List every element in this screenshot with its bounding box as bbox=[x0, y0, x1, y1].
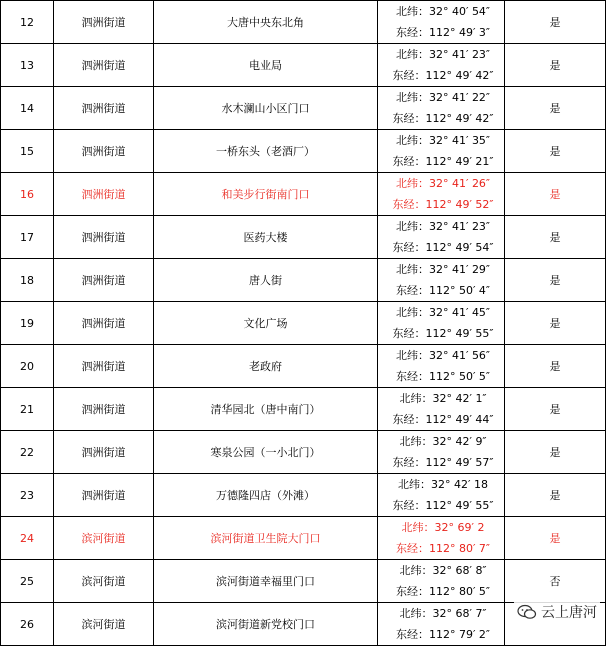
latitude-text: 北纬：32° 68′ 8″ bbox=[399, 564, 487, 577]
coordinate-cell bbox=[378, 130, 505, 173]
coordinate-cell bbox=[378, 474, 505, 517]
longitude-text: 东经：112° 49′ 52″ bbox=[392, 198, 494, 211]
coordinate-cell bbox=[378, 517, 505, 560]
street-cell: 泗洲街道 bbox=[54, 259, 154, 302]
longitude-text: 东经：112° 49′ 42″ bbox=[392, 69, 494, 82]
coordinate-cell bbox=[378, 259, 505, 302]
place-cell: 医药大楼 bbox=[154, 216, 378, 259]
row-number: 16 bbox=[1, 173, 54, 216]
table-row bbox=[1, 560, 606, 603]
status-cell: 是 bbox=[505, 388, 606, 431]
coordinate-cell bbox=[378, 603, 505, 646]
longitude-text: 东经：112° 49′ 54″ bbox=[392, 241, 494, 254]
place-cell: 一桥东头（老酒厂） bbox=[154, 130, 378, 173]
street-cell: 泗洲街道 bbox=[54, 302, 154, 345]
status-cell: 是 bbox=[505, 44, 606, 87]
status-cell: 是 bbox=[505, 173, 606, 216]
status-cell: 是 bbox=[505, 259, 606, 302]
street-cell: 泗洲街道 bbox=[54, 345, 154, 388]
status-cell: 是 bbox=[505, 87, 606, 130]
latitude-text: 北纬：32° 41′ 29″ bbox=[395, 263, 491, 276]
latitude-text: 北纬：32° 41′ 22″ bbox=[395, 91, 491, 104]
longitude-text: 东经：112° 49′ 42″ bbox=[392, 112, 494, 125]
place-cell: 和美步行街南门口 bbox=[154, 173, 378, 216]
longitude-text: 东经：112° 49′ 44″ bbox=[392, 413, 494, 426]
street-cell: 泗洲街道 bbox=[54, 216, 154, 259]
coordinate-cell bbox=[378, 345, 505, 388]
place-cell: 文化广场 bbox=[154, 302, 378, 345]
wechat-icon bbox=[517, 604, 537, 620]
street-cell: 滨河街道 bbox=[54, 517, 154, 560]
row-number: 20 bbox=[1, 345, 54, 388]
latitude-text: 北纬：32° 41′ 26″ bbox=[395, 177, 491, 190]
street-cell: 泗洲街道 bbox=[54, 44, 154, 87]
table-row bbox=[1, 216, 606, 259]
table-row bbox=[1, 87, 606, 130]
status-cell: 是 bbox=[505, 345, 606, 388]
place-cell: 滨河街道新党校门口 bbox=[154, 603, 378, 646]
table-row bbox=[1, 259, 606, 302]
row-number: 19 bbox=[1, 302, 54, 345]
street-cell: 泗洲街道 bbox=[54, 388, 154, 431]
coordinate-cell bbox=[378, 1, 505, 44]
row-number: 17 bbox=[1, 216, 54, 259]
coordinate-cell bbox=[378, 388, 505, 431]
longitude-text: 东经：112° 80′ 7″ bbox=[395, 542, 491, 555]
table-row bbox=[1, 345, 606, 388]
longitude-text: 东经：112° 49′ 57″ bbox=[392, 456, 494, 469]
table-row bbox=[1, 130, 606, 173]
coordinate-cell bbox=[378, 216, 505, 259]
table-row bbox=[1, 173, 606, 216]
longitude-text: 东经：112° 50′ 5″ bbox=[395, 370, 491, 383]
row-number: 12 bbox=[1, 1, 54, 44]
row-number: 14 bbox=[1, 87, 54, 130]
table-row bbox=[1, 474, 606, 517]
place-cell: 滨河街道卫生院大门口 bbox=[154, 517, 378, 560]
street-cell: 泗洲街道 bbox=[54, 474, 154, 517]
table-row bbox=[1, 431, 606, 474]
longitude-text: 东经：112° 49′ 55″ bbox=[392, 327, 494, 340]
status-cell: 是 bbox=[505, 302, 606, 345]
row-number: 18 bbox=[1, 259, 54, 302]
place-cell: 老政府 bbox=[154, 345, 378, 388]
status-cell: 是 bbox=[505, 517, 606, 560]
longitude-text: 东经：112° 49′ 21″ bbox=[392, 155, 494, 168]
latitude-text: 北纬：32° 42′ 9″ bbox=[399, 435, 487, 448]
longitude-text: 东经：112° 79′ 2″ bbox=[395, 628, 491, 641]
table-row bbox=[1, 388, 606, 431]
place-cell: 万德隆四店（外滩） bbox=[154, 474, 378, 517]
status-cell: 是 bbox=[505, 431, 606, 474]
row-number: 13 bbox=[1, 44, 54, 87]
latitude-text: 北纬：32° 41′ 23″ bbox=[395, 48, 491, 61]
latitude-text: 北纬：32° 42′ 1″ bbox=[399, 392, 487, 405]
latitude-text: 北纬：32° 41′ 35″ bbox=[395, 134, 491, 147]
row-number: 25 bbox=[1, 560, 54, 603]
coordinate-cell bbox=[378, 302, 505, 345]
street-cell: 滨河街道 bbox=[54, 603, 154, 646]
status-cell: 是 bbox=[505, 216, 606, 259]
latitude-text: 北纬：32° 68′ 7″ bbox=[399, 607, 487, 620]
street-cell: 泗洲街道 bbox=[54, 173, 154, 216]
coordinate-cell bbox=[378, 173, 505, 216]
status-cell: 是 bbox=[505, 1, 606, 44]
status-cell: 否 bbox=[505, 560, 606, 603]
latitude-text: 北纬：32° 41′ 56″ bbox=[395, 349, 491, 362]
coordinate-cell bbox=[378, 87, 505, 130]
table-row bbox=[1, 44, 606, 87]
place-cell: 大唐中央东北角 bbox=[154, 1, 378, 44]
street-cell: 泗洲街道 bbox=[54, 130, 154, 173]
row-number: 21 bbox=[1, 388, 54, 431]
row-number: 22 bbox=[1, 431, 54, 474]
place-cell: 滨河街道幸福里门口 bbox=[154, 560, 378, 603]
longitude-text: 东经：112° 50′ 4″ bbox=[395, 284, 491, 297]
status-cell: 是 bbox=[505, 474, 606, 517]
table-row bbox=[1, 517, 606, 560]
place-cell: 寒泉公园（一小北门） bbox=[154, 431, 378, 474]
street-cell: 滨河街道 bbox=[54, 560, 154, 603]
longitude-text: 东经：112° 49′ 3″ bbox=[395, 26, 491, 39]
street-cell: 泗洲街道 bbox=[54, 431, 154, 474]
place-cell: 清华园北（唐中南门） bbox=[154, 388, 378, 431]
row-number: 26 bbox=[1, 603, 54, 646]
watermark-text: 云上唐河 bbox=[541, 605, 597, 621]
latitude-text: 北纬：32° 42′ 18 bbox=[398, 478, 488, 491]
watermark bbox=[514, 601, 600, 623]
place-cell: 电业局 bbox=[154, 44, 378, 87]
row-number: 24 bbox=[1, 517, 54, 560]
table-row bbox=[1, 302, 606, 345]
latitude-text: 北纬：32° 41′ 45″ bbox=[395, 306, 491, 319]
row-number: 23 bbox=[1, 474, 54, 517]
latitude-text: 北纬：32° 41′ 23″ bbox=[395, 220, 491, 233]
coordinate-cell bbox=[378, 44, 505, 87]
coordinate-cell bbox=[378, 431, 505, 474]
street-cell: 泗洲街道 bbox=[54, 1, 154, 44]
longitude-text: 东经：112° 49′ 55″ bbox=[392, 499, 494, 512]
latitude-text: 北纬：32° 40′ 54″ bbox=[395, 5, 491, 18]
latitude-text: 北纬：32° 69′ 2 bbox=[401, 521, 485, 534]
street-cell: 泗洲街道 bbox=[54, 87, 154, 130]
place-cell: 水木澜山小区门口 bbox=[154, 87, 378, 130]
place-cell: 唐人街 bbox=[154, 259, 378, 302]
table-row bbox=[1, 1, 606, 44]
coordinate-cell bbox=[378, 560, 505, 603]
status-cell: 是 bbox=[505, 130, 606, 173]
longitude-text: 东经：112° 80′ 5″ bbox=[395, 585, 491, 598]
row-number: 15 bbox=[1, 130, 54, 173]
